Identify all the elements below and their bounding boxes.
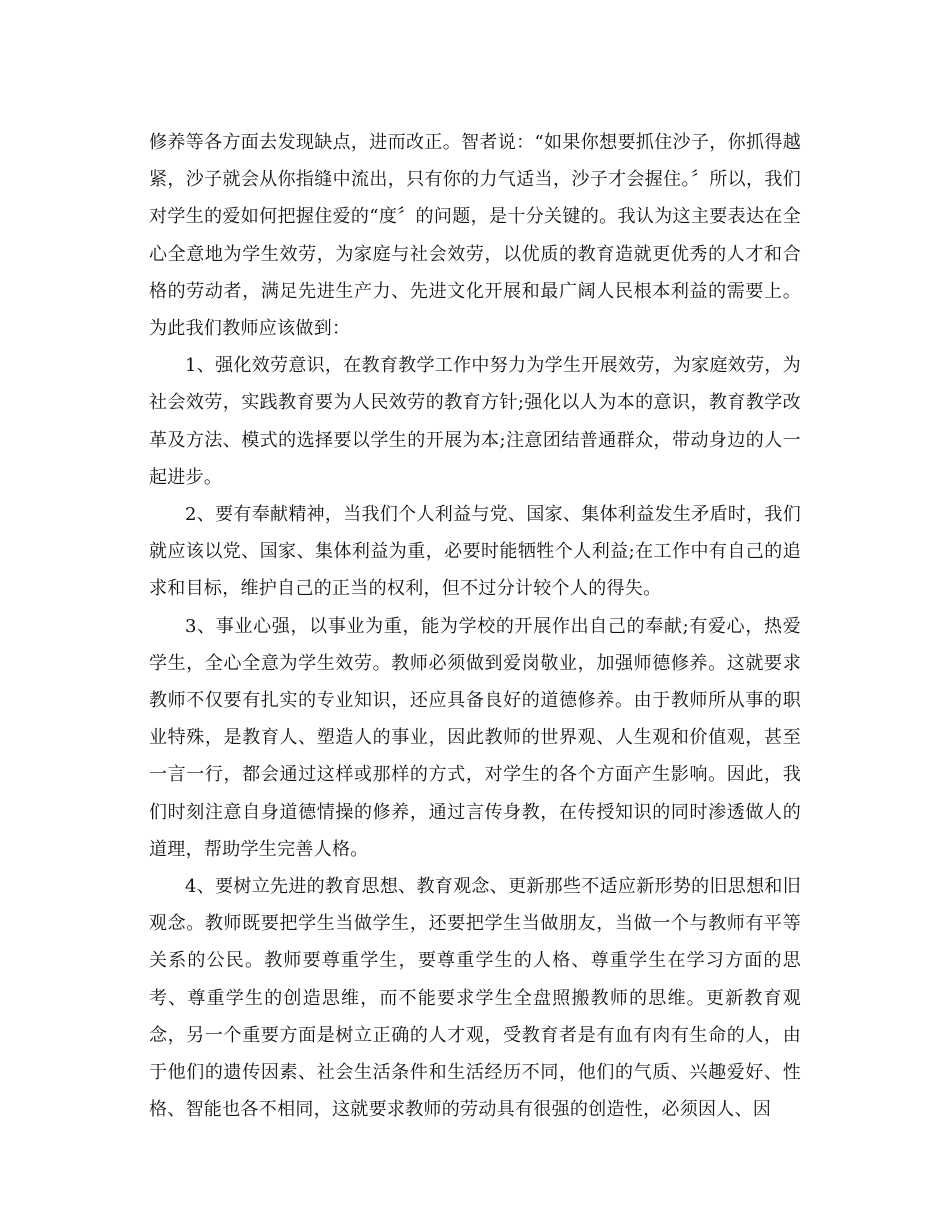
paragraph-continued: 修养等各方面去发现缺点，进而改正。智者说：“如果你想要抓住沙子，你抓得越紧，沙子就会从你指缝中流出，只有你的力气适当，沙子才会握住。〞所以，我们对学生的爱如何把握住爱的“度〞的问题，是十分关键的。我认为这主要表达在全心全意地为学生效劳，为家庭与社会效劳，以优质的教育造就更优秀的人才和合格的劳动者，满足先进生产力、先进文化开展和最广阔人民根本利益的需要上。为此我们教师应该做到： [149,132,801,340]
paragraph-item-3: 3、事业心强，以事业为重，能为学校的开展作出自己的奉献;有爱心，热爱学生，全心全意为学生效劳。教师必须做到爱岗敬业，加强师德修养。这就要求教师不仅要有扎实的专业知识，还应具备良好的道德修养。由于教师所从事的职业特殊，是教育人、塑造人的事业，因此教师的世界观、人生观和价值观，甚至一言一行，都会通过这样或那样的方式，对学生的各个方面产生影响。因此，我们时刻注意自身道德情操的修养，通过言传身教，在传授知识的同时渗透做人的道理，帮助学生完善人格。 [149,615,801,860]
paragraph-item-2: 2、要有奉献精神，当我们个人利益与党、国家、集体利益发生矛盾时，我们就应该以党、国家、集体利益为重，必要时能牺牲个人利益;在工作中有自己的追求和目标，维护自己的正当的权利，但不过分计较个人的得失。 [149,504,801,600]
paragraph-item-1: 1、强化效劳意识，在教育教学工作中努力为学生开展效劳，为家庭效劳，为社会效劳，实践教育要为人民效劳的教育方针;强化以人为本的意识，教育教学改革及方法、模式的选择要以学生的开展为本;注意团结普通群众，带动身边的人一起进步。 [149,355,801,488]
paragraph-item-4: 4、要树立先进的教育思想、教育观念、更新那些不适应新形势的旧思想和旧观念。教师既要把学生当做学生，还要把学生当做朋友，当做一个与教师有平等关系的公民。教师要尊重学生，要尊重学生的人格、尊重学生在学习方面的思考、尊重学生的创造思维，而不能要求学生全盘照搬教师的思维。更新教育观念，另一个重要方面是树立正确的人才观，受教育者是有血有肉有生命的人，由于他们的遗传因素、社会生活条件和生活经历不同，他们的气质、兴趣爱好、性格、智能也各不相同，这就要求教师的劳动具有很强的创造性，必须因人、因 [149,876,801,1121]
document-body [149,124,801,1128]
